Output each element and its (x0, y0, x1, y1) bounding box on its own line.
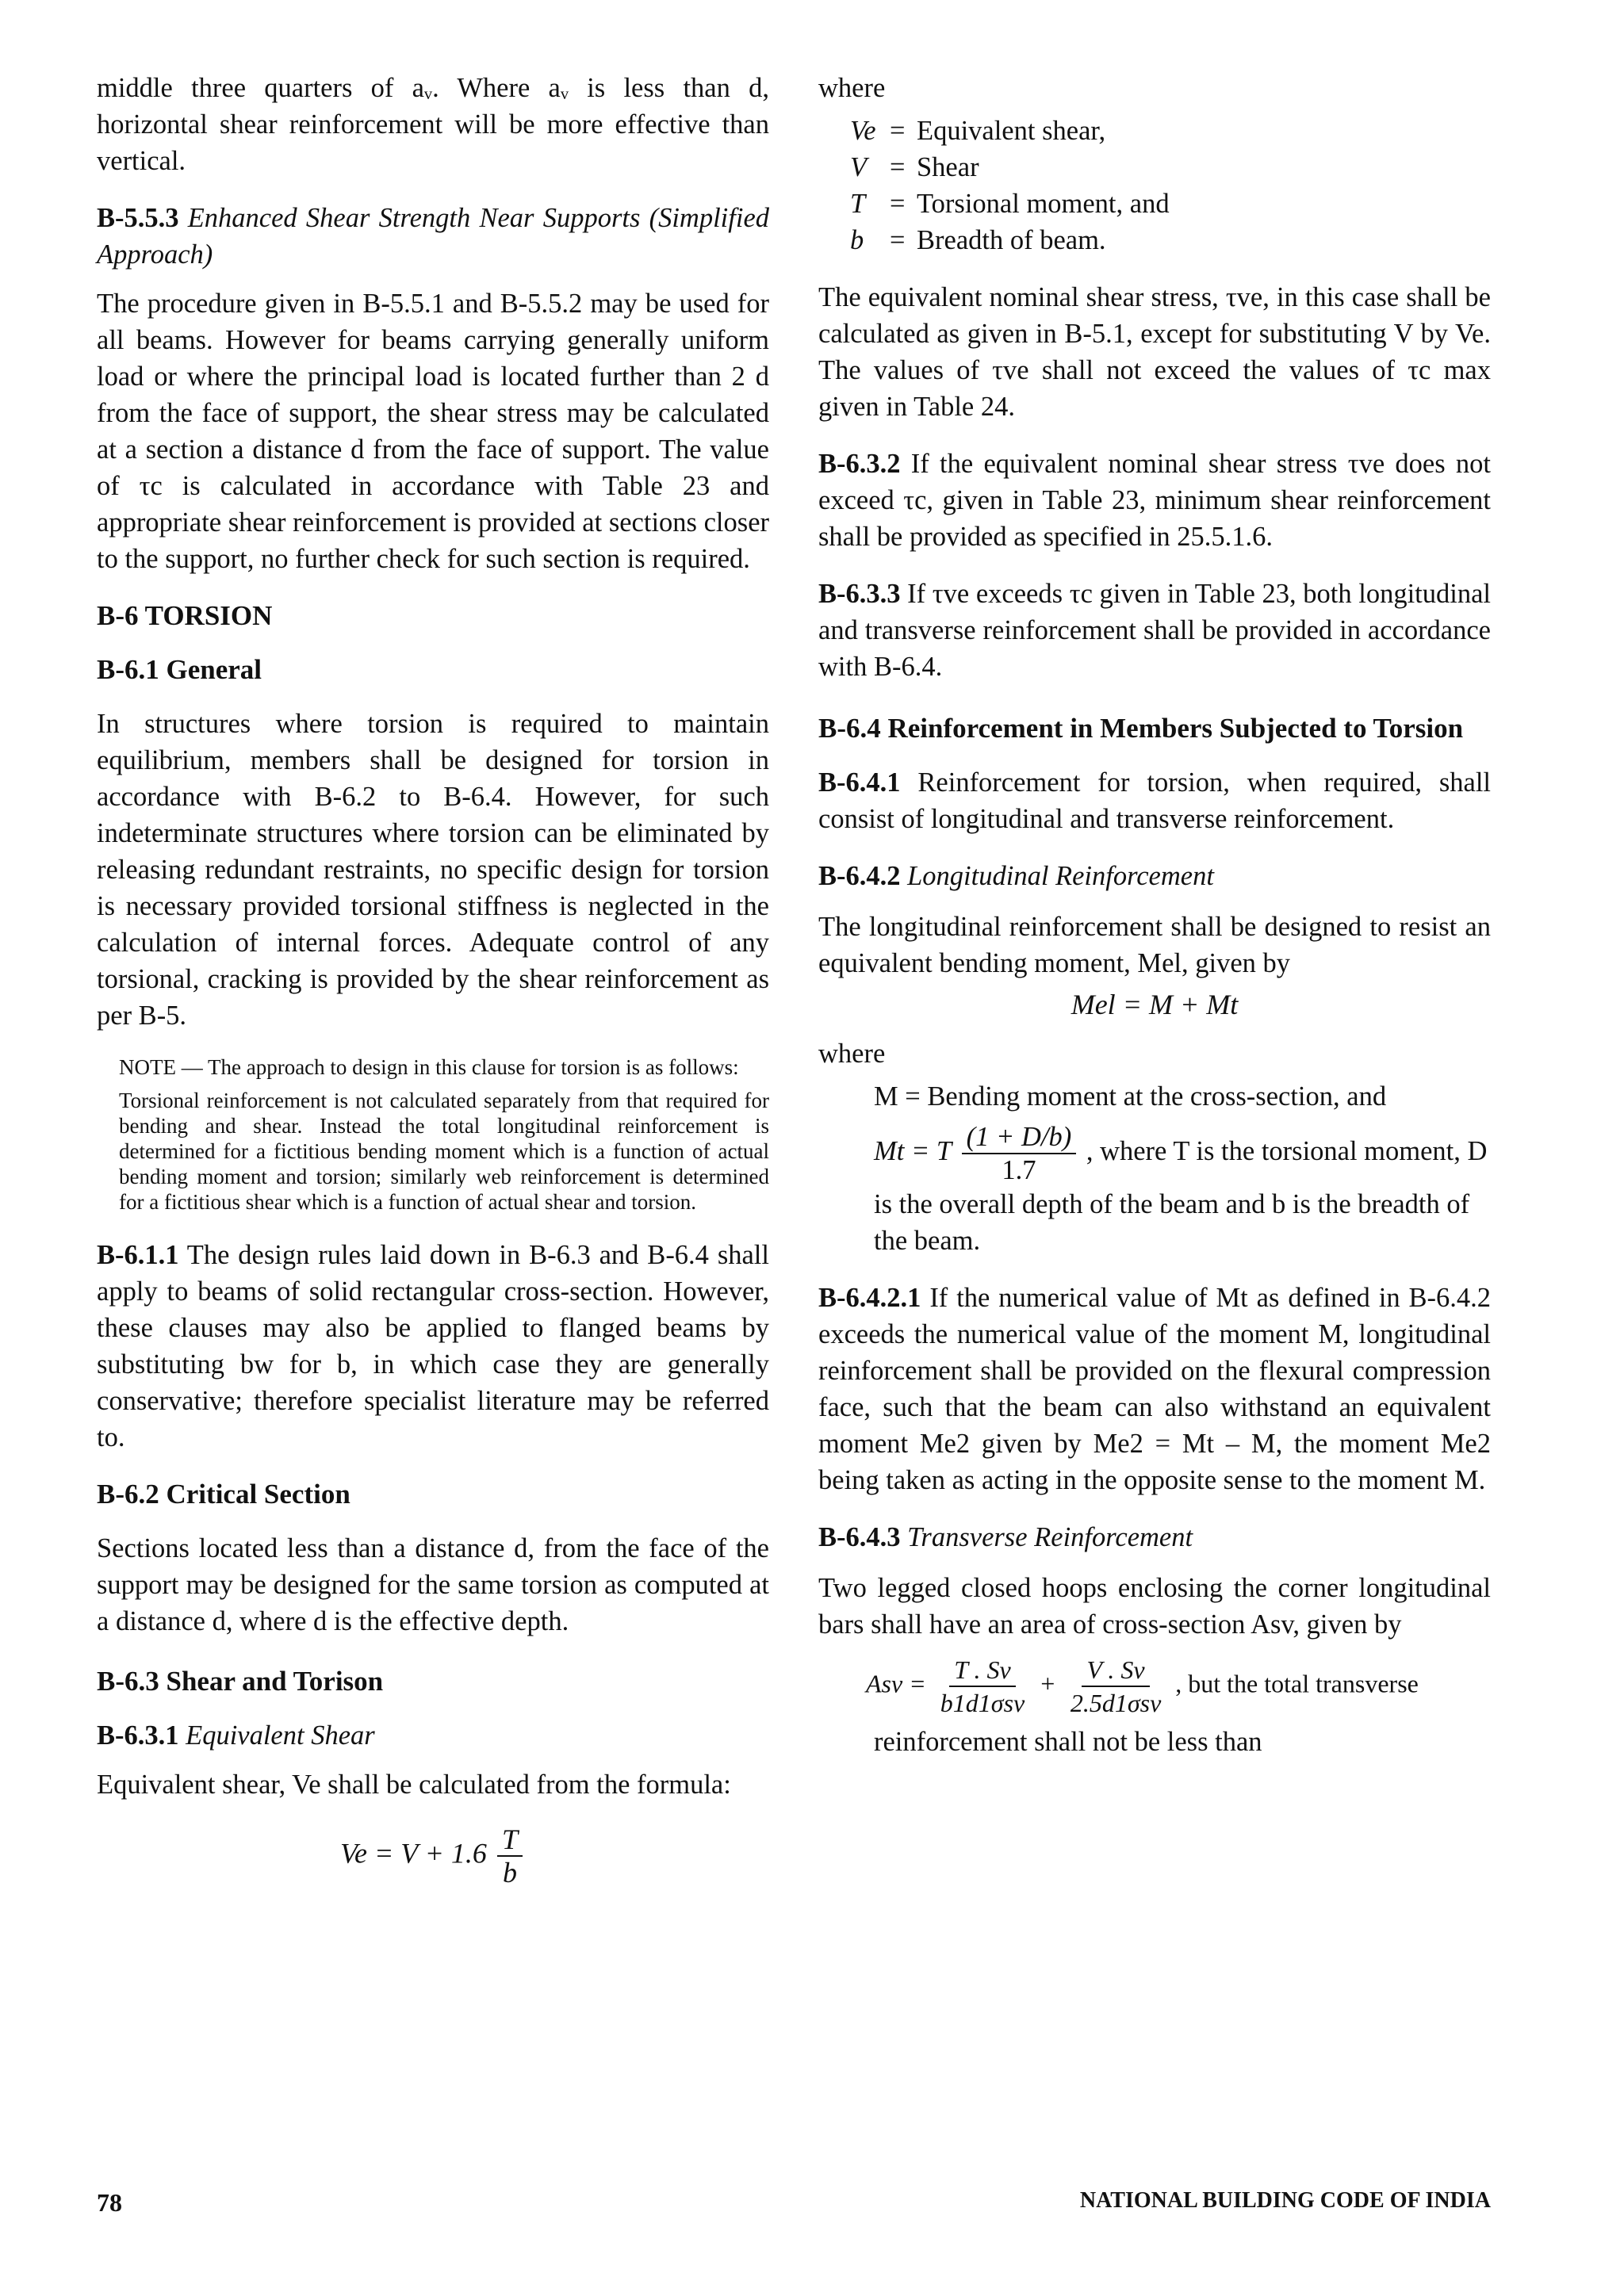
b62-heading: B-6.2 Critical Section (97, 1479, 350, 1510)
note-line-1: NOTE — The approach to design in this clause for torsion is as follows: (119, 1055, 739, 1079)
last-line: reinforcement shall not be less than (874, 1727, 1262, 1757)
equation-asv-fraction-1 (936, 1654, 1029, 1719)
equation-ve-denominator: b (502, 1857, 517, 1888)
running-title: NATIONAL BUILDING CODE OF INDIA (1079, 2188, 1491, 2213)
b64-heading: B-6.4 Reinforcement in Members Subjected to Torsion (818, 713, 1464, 744)
equation-mel: Mel = M + Mt (1071, 989, 1239, 1020)
b641-number: B-6.4.1 (818, 767, 901, 798)
equation-ve-lhs: Ve = V + 1.6 (340, 1837, 487, 1869)
b611-body: The design rules laid down in B-6.3 and B-6.4 shall apply to beams of solid rectangular cross-section. However, these clauses may also be applied to flanged beams by substituting bw for b, in which case they are generally conservative; therefore specialist literature may be referred to. (97, 1240, 769, 1452)
b63-heading: B-6.3 Shear and Torison (97, 1666, 384, 1697)
equation-asv-fraction-2 (1066, 1654, 1166, 1719)
b611-paragraph (97, 1237, 769, 1456)
b553-title: Enhanced Shear Strength Near Supports (Simplified Approach) (97, 203, 770, 270)
b553-body: The procedure given in B-5.5.1 and B-5.5.2 may be used for all beams. However for beams carrying generally uniform load or where the principal load is located further than 2 d from the face of support, the shear stress may be calculated at a section a distance d from the face of support. The value of τc is calculated in accordance with Table 23 and appropriate shear reinforcement is provided at sections closer to the support, no further check for such section is required. (97, 289, 769, 574)
b632-body: If the equivalent nominal shear stress τve does not exceed τc, given in Table 23, minimum shear reinforcement shall be provided as specified in 25.5.1.6. (818, 449, 1492, 552)
b642-paragraph (818, 858, 1491, 894)
b642-number: B-6.4.2 (818, 861, 901, 891)
definition-row (850, 186, 1491, 222)
def-mt-numerator: (1 + D/b) (962, 1121, 1077, 1154)
definition-text: Equivalent shear, (917, 116, 1106, 146)
b643-number: B-6.4.3 (818, 1522, 901, 1552)
equation-asv (866, 1654, 1491, 1719)
equation-asv-tail: , but the total transverse (1175, 1669, 1419, 1698)
b643-title: Transverse Reinforcement (907, 1522, 1193, 1552)
definition-row (850, 222, 1491, 258)
b633-paragraph (818, 576, 1491, 685)
definition-text: Torsional moment, and (917, 189, 1170, 219)
where-1: where (818, 73, 886, 103)
b643-paragraph (818, 1519, 1491, 1556)
def-mt-fraction (962, 1121, 1077, 1186)
b61-body: In structures where torsion is required to maintain equilibrium, members shall be designed for torsion in accordance with B-6.2 to B-6.4. However, for such indeterminate structures where torsion can be eliminated by releasing redundant restraints, no specific design for torsion is necessary provided torsional stiffness is neglected in the calculation of internal forces. Adequate control of any torsional, cracking is provided by the shear reinforcement as per B-5. (97, 709, 769, 1031)
left-column (97, 70, 769, 1915)
b6421-number: B-6.4.2.1 (818, 1283, 921, 1313)
definition-equals: = (890, 116, 906, 146)
b62-body: Sections located less than a distance d, from the face of the support may be designed for the same torsion as computed at a distance d, where d is the effective depth. (97, 1533, 769, 1636)
definition-symbol: T (850, 189, 866, 219)
definition-symbol: Ve (850, 116, 876, 146)
def-mt-denominator: 1.7 (1002, 1155, 1036, 1185)
definition-symbol: V (850, 152, 868, 182)
equation-asv-lhs: Asv = (866, 1669, 926, 1698)
definition-equals: = (890, 152, 906, 182)
equation-asv-plus: + (1039, 1669, 1056, 1698)
where-2: where (818, 1039, 886, 1069)
b553-paragraph (97, 200, 769, 273)
b6421-body: If the numerical value of Mt as defined in B-6.4.2 exceeds the numerical value of the moment M, longitudinal reinforcement shall be provided on the flexural compression face, such that the beam can also withstand an equivalent moment Me2 given by Me2 = Mt – M, the moment Me2 being taken as acting in the opposite sense to the moment M. (818, 1283, 1492, 1495)
b632-number: B-6.3.2 (818, 449, 901, 479)
equation-ve (97, 1823, 769, 1888)
equation-asv-den-1: b1d1σsv (940, 1689, 1025, 1717)
definition-text: Shear (917, 152, 979, 182)
b642-title: Longitudinal Reinforcement (907, 861, 1214, 891)
b633-number: B-6.3.3 (818, 579, 901, 609)
note-line-2: Torsional reinforcement is not calculated separately from that required for bending and shear. Instead the total longitudinal reinforcement is determined for a fictitious bending moment which is a function of actual bending moment and torsion; similarly web reinforcement is determined for a fictitious shear which is a function of actual shear and torsion. (119, 1089, 769, 1214)
b553-number: B-5.5.3 (97, 203, 179, 233)
def-mt-lhs: Mt = T (874, 1135, 952, 1166)
b631-title: Equivalent Shear (186, 1720, 375, 1751)
b642-body: The longitudinal reinforcement shall be designed to resist an equivalent bending moment, Mel, given by (818, 912, 1491, 978)
intro-paragraph: middle three quarters of aᵥ. Where aᵥ is less than d, horizontal shear reinforcement will be more effective than vertical. (97, 73, 769, 176)
definition-row (850, 113, 1491, 149)
equation-ve-numerator: T (497, 1823, 523, 1857)
definitions-list (850, 113, 1491, 258)
tve-paragraph: The equivalent nominal shear stress, τve, in this case shall be calculated as given in B-5.1, except for substituting V by Ve. The values of τve shall not exceed the values of τc max given in Table 24. (818, 282, 1491, 422)
b6421-paragraph (818, 1280, 1491, 1498)
equation-asv-num-2: V . Sv (1082, 1654, 1149, 1687)
def-mt-text: , where T is the torsional moment, D is the overall depth of the beam and b is the breadth of the beam. (874, 1135, 1488, 1256)
b631-paragraph (97, 1717, 769, 1754)
definition-row (850, 149, 1491, 186)
equation-ve-fraction (497, 1823, 523, 1888)
b633-body: If τve exceeds τc given in Table 23, both longitudinal and transverse reinforcement shall be provided in accordance with B-6.4. (818, 579, 1491, 682)
page-number: 78 (97, 2188, 122, 2217)
b631-body: Equivalent shear, Ve shall be calculated from the formula: (97, 1770, 731, 1800)
b632-paragraph (818, 446, 1491, 555)
def-m: M = Bending moment at the cross-section, and (874, 1081, 1387, 1112)
b643-body: Two legged closed hoops enclosing the corner longitudinal bars shall have an area of cross-section Asv, given by (818, 1573, 1491, 1640)
equation-asv-den-2: 2.5d1σsv (1070, 1689, 1162, 1717)
definition-text: Breadth of beam. (917, 225, 1106, 255)
definition-equals: = (890, 189, 906, 219)
right-column (818, 70, 1491, 1781)
def-mt (874, 1121, 1491, 1259)
b611-number: B-6.1.1 (97, 1240, 179, 1270)
definition-equals: = (890, 225, 906, 255)
b641-body: Reinforcement for torsion, when required, shall consist of longitudinal and transverse reinforcement. (818, 767, 1492, 834)
b61-heading: B-6.1 General (97, 654, 262, 685)
b641-paragraph (818, 764, 1491, 837)
b6-heading: B-6 TORSION (97, 600, 273, 631)
definition-symbol: b (850, 225, 864, 255)
equation-asv-num-1: T . Sv (949, 1654, 1015, 1687)
b631-number: B-6.3.1 (97, 1720, 179, 1751)
